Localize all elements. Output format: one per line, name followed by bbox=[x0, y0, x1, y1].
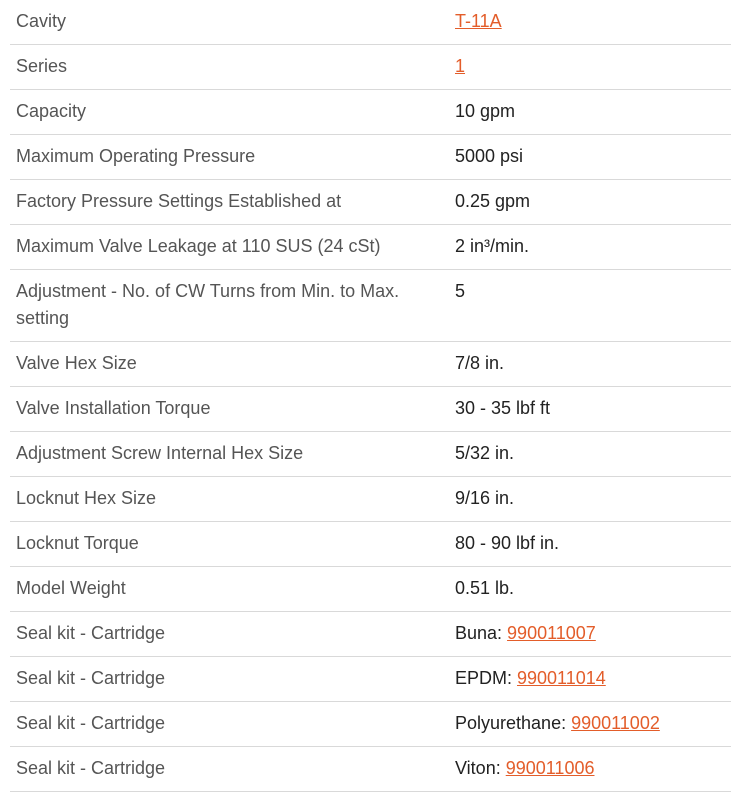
series-link[interactable]: 1 bbox=[455, 56, 466, 76]
spec-value: 9/16 in. bbox=[455, 488, 515, 508]
spec-row-cavity bbox=[10, 0, 731, 45]
spec-label: Seal kit - Cartridge bbox=[16, 668, 166, 688]
spec-value bbox=[449, 612, 731, 656]
spec-value bbox=[449, 0, 731, 44]
spec-row-factory-pressure-settings bbox=[10, 180, 731, 225]
spec-row-capacity bbox=[10, 90, 731, 135]
spec-row-seal-kit-viton bbox=[10, 747, 731, 792]
spec-value: 30 - 35 lbf ft bbox=[455, 398, 551, 418]
spec-row-adjustment-screw-hex bbox=[10, 432, 731, 477]
specifications-table bbox=[10, 0, 731, 792]
spec-label: Valve Installation Torque bbox=[16, 398, 211, 418]
spec-row-seal-kit-buna bbox=[10, 612, 731, 657]
seal-kit-viton-link[interactable]: 990011006 bbox=[505, 758, 595, 778]
spec-value bbox=[449, 702, 731, 746]
spec-label: Series bbox=[16, 56, 68, 76]
spec-value: 10 gpm bbox=[455, 101, 516, 121]
spec-label: Maximum Valve Leakage at 110 SUS (24 cSt) bbox=[16, 236, 381, 256]
spec-label: Locknut Hex Size bbox=[16, 488, 157, 508]
seal-kit-material: Viton: bbox=[455, 758, 506, 778]
spec-label: Model Weight bbox=[16, 578, 126, 598]
spec-row-max-valve-leakage bbox=[10, 225, 731, 270]
spec-row-valve-installation-torque bbox=[10, 387, 731, 432]
spec-label: Seal kit - Cartridge bbox=[16, 758, 166, 778]
spec-label: Cavity bbox=[16, 11, 67, 31]
spec-row-locknut-hex-size bbox=[10, 477, 731, 522]
seal-kit-material: Polyurethane: bbox=[455, 713, 572, 733]
seal-kit-epdm-link[interactable]: 990011014 bbox=[517, 668, 606, 688]
spec-row-series bbox=[10, 45, 731, 90]
spec-label: Adjustment - No. of CW Turns from Min. to Max. setting bbox=[16, 281, 400, 328]
seal-kit-buna-link[interactable]: 990011007 bbox=[507, 623, 596, 643]
spec-label: Capacity bbox=[16, 101, 87, 121]
spec-row-adjustment-turns bbox=[10, 270, 731, 342]
spec-label: Adjustment Screw Internal Hex Size bbox=[16, 443, 304, 463]
seal-kit-polyurethane-link[interactable]: 990011002 bbox=[571, 713, 660, 733]
spec-row-locknut-torque bbox=[10, 522, 731, 567]
spec-value bbox=[449, 657, 731, 701]
spec-row-max-operating-pressure bbox=[10, 135, 731, 180]
spec-row-valve-hex-size bbox=[10, 342, 731, 387]
spec-label: Valve Hex Size bbox=[16, 353, 137, 373]
spec-value: 0.51 lb. bbox=[455, 578, 515, 598]
seal-kit-material: EPDM: bbox=[455, 668, 518, 688]
spec-row-seal-kit-epdm bbox=[10, 657, 731, 702]
spec-value: 5000 psi bbox=[455, 146, 524, 166]
spec-label: Factory Pressure Settings Established at bbox=[16, 191, 342, 211]
cavity-link[interactable]: T-11A bbox=[455, 11, 502, 31]
seal-kit-material: Buna: bbox=[455, 623, 508, 643]
spec-value: 5/32 in. bbox=[455, 443, 515, 463]
spec-value: 0.25 gpm bbox=[455, 191, 531, 211]
spec-value bbox=[449, 747, 731, 791]
spec-label: Seal kit - Cartridge bbox=[16, 713, 166, 733]
spec-row-model-weight bbox=[10, 567, 731, 612]
spec-value: 7/8 in. bbox=[455, 353, 505, 373]
spec-label: Seal kit - Cartridge bbox=[16, 623, 166, 643]
spec-label: Maximum Operating Pressure bbox=[16, 146, 256, 166]
spec-value: 80 - 90 lbf in. bbox=[455, 533, 560, 553]
spec-value: 2 in³/min. bbox=[455, 236, 530, 256]
spec-row-seal-kit-polyurethane bbox=[10, 702, 731, 747]
spec-value: 5 bbox=[455, 281, 466, 301]
spec-label: Locknut Torque bbox=[16, 533, 139, 553]
spec-value bbox=[449, 45, 731, 89]
